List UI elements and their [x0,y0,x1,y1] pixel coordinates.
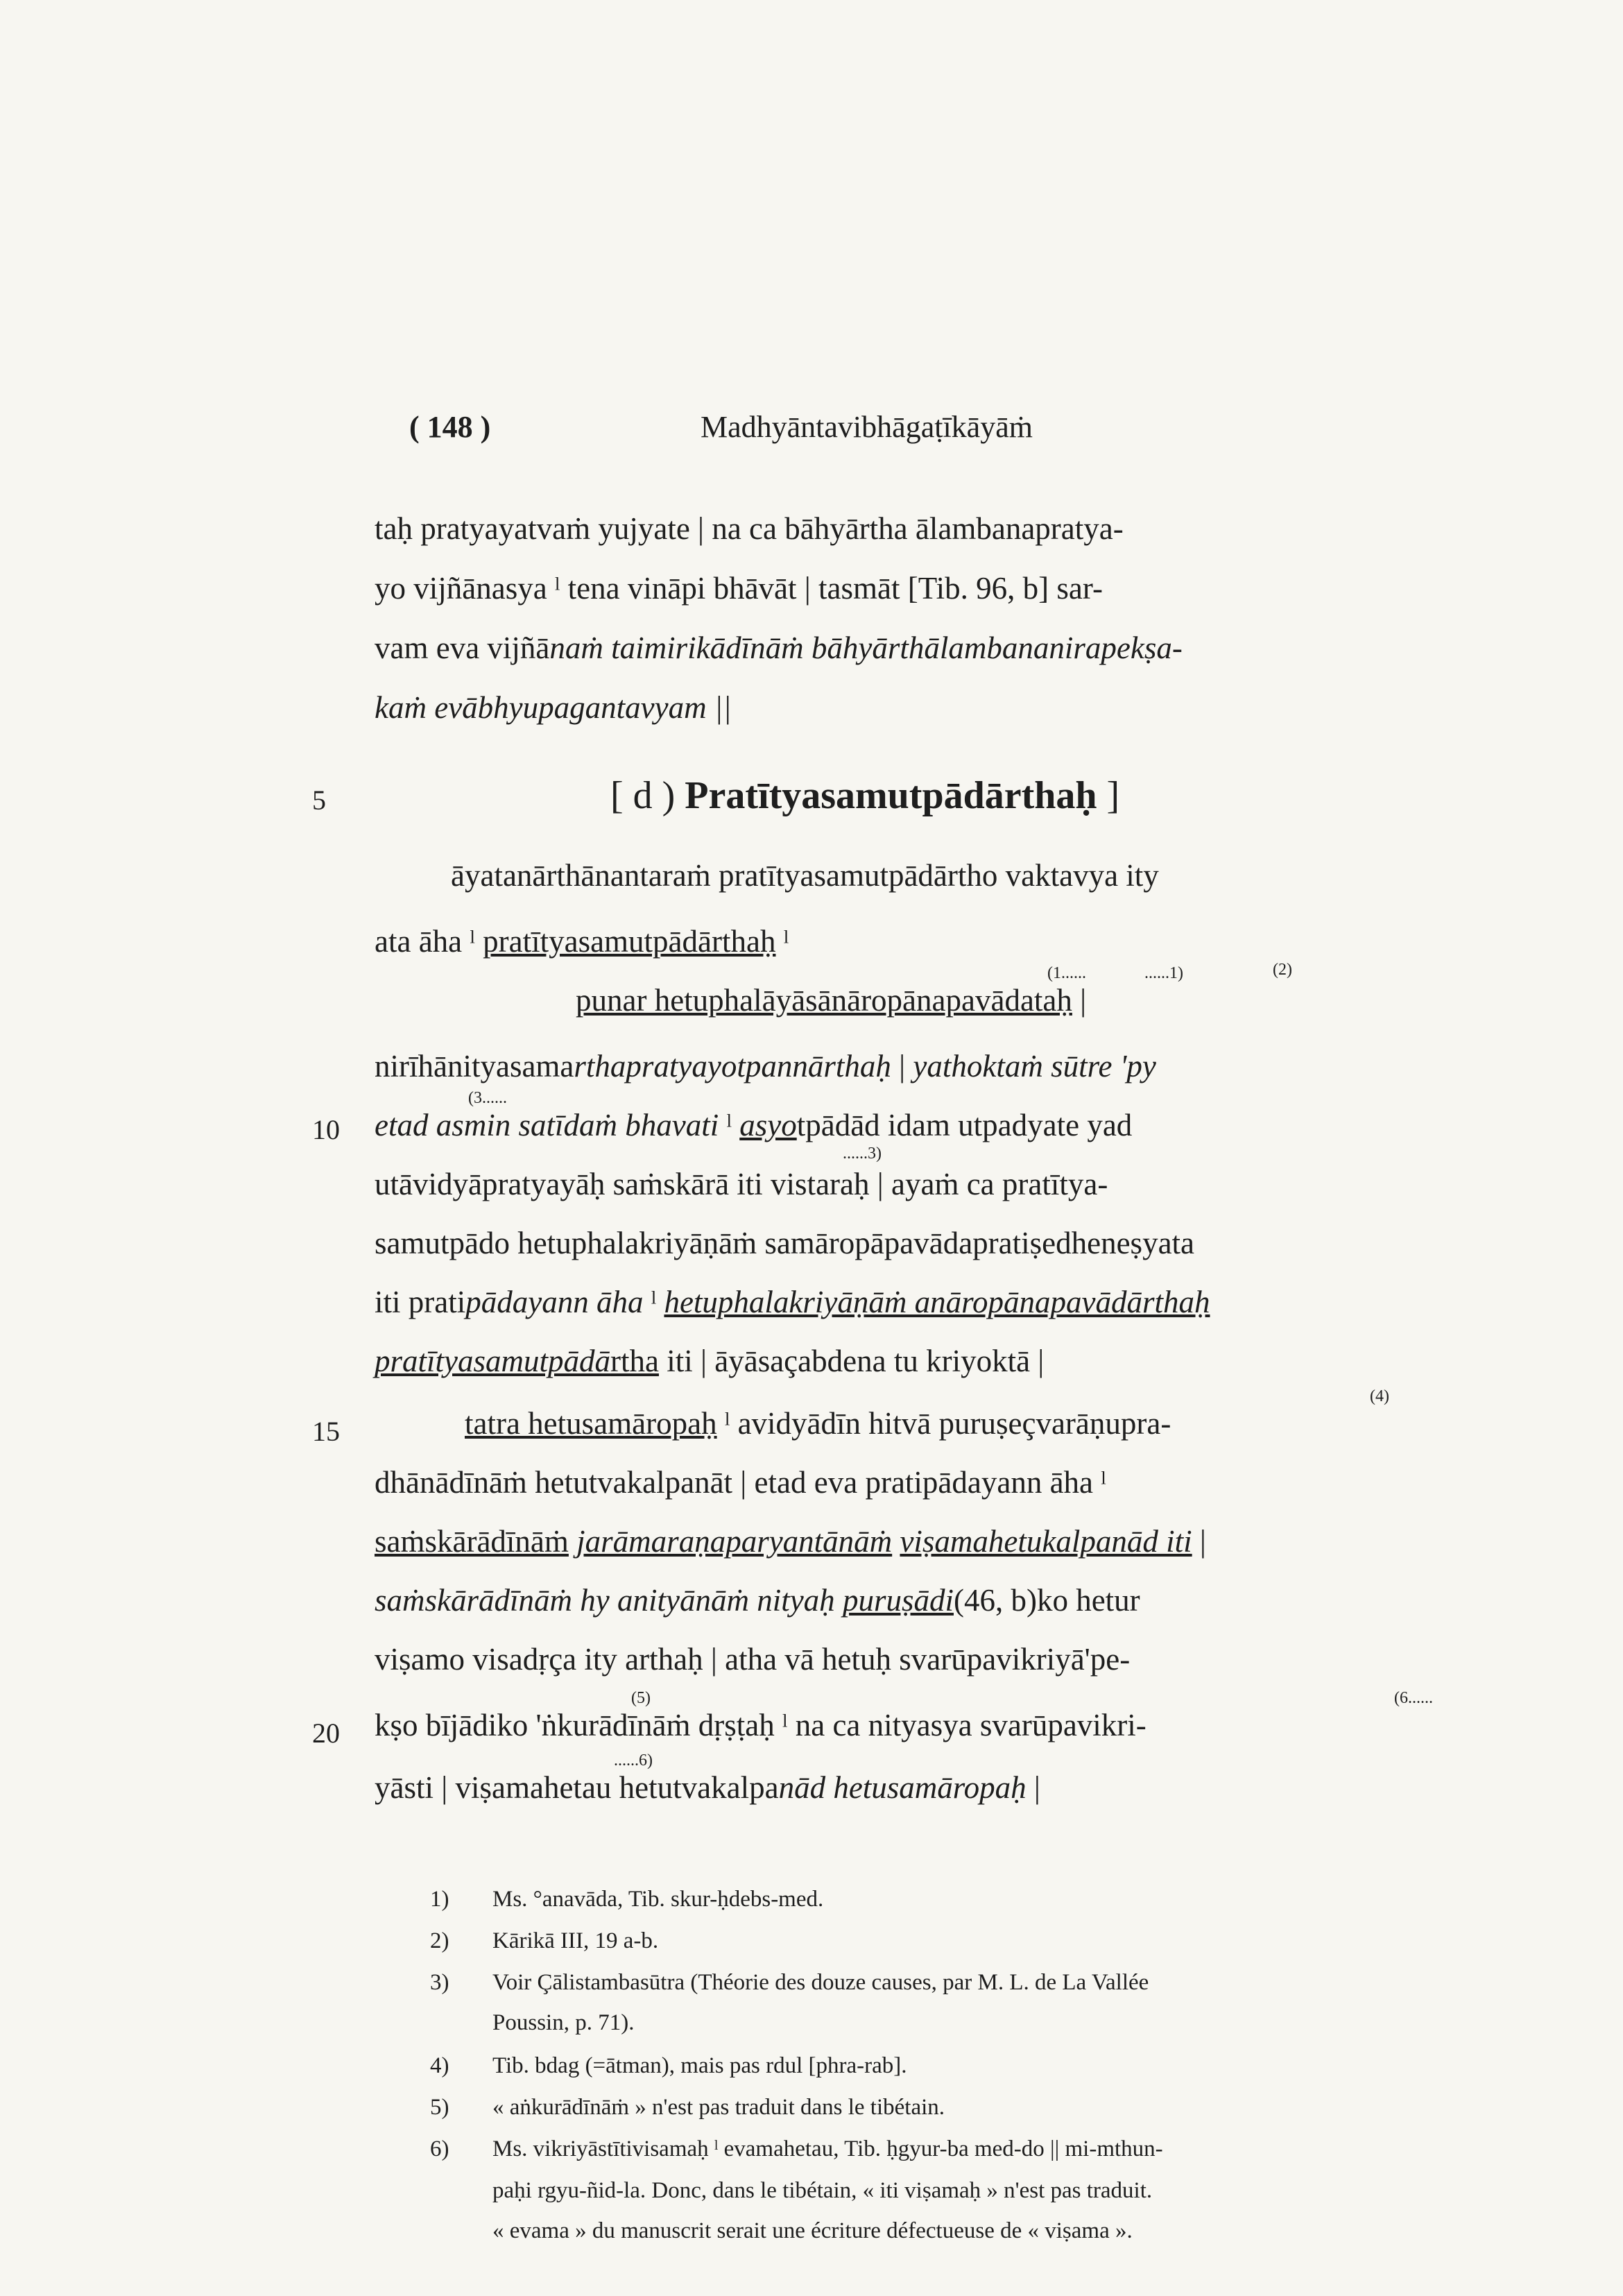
underlined-term: saṁskārādīnāṁ [375,1524,569,1559]
footnote-mark: (5) [631,1689,651,1707]
text-line: samutpādo hetuphalakriyāṇāṁ samāropāpavādapratiṣedheneṣyata [375,1226,1195,1260]
text-line [375,1346,1044,1377]
italic-segment: yathoktaṁ sūtre 'py [913,1049,1156,1083]
underlined-term: punar hetuphalāyāsānāropānapavādataḥ [576,983,1072,1018]
text-segment [569,1524,576,1559]
text-line [375,633,1183,664]
text-line: kaṁ evābhyupagantavyam || [375,690,732,725]
footnote-text: Ms. vikriyāstītivisamaḥ ˡ evamahetau, Tib. ḥgyur-ba med-do || mi-mthun- [492,2136,1163,2161]
heading-title: Pratītyasamutpādārthaḥ [685,774,1097,817]
text-segment: iti | āyāsaçabdena tu kriyoktā | [658,1344,1045,1378]
text-segment: tpādād idam utpadyate yad [796,1108,1133,1142]
text-segment: ˡ [643,1285,664,1319]
footnote-text: « evama » du manuscrit serait une écriture défectueuse de « viṣama ». [492,2218,1133,2243]
text-line: dhānādīnāṁ hetutvakalpanāt | etad eva pratipādayann āha ˡ [375,1465,1106,1500]
underlined-term: puruṣādi [842,1583,954,1618]
underlined-term: rtha [610,1344,659,1378]
underlined-term: pratītyasamutpādārthaḥ [483,924,776,959]
text-segment: | [1192,1524,1206,1559]
footnote-text: Kārikā III, 19 a-b. [492,1928,659,1953]
footnote [430,2218,1133,2244]
footnote-text: Tib. bdag (=ātman), mais pas rdul [phra-rab]. [492,2053,907,2078]
line-number-5: 5 [312,785,326,816]
text-segment: vam eva vijñā [375,631,550,665]
text-line [375,1585,1140,1616]
text-line [375,926,789,957]
footnote-mark: (3...... [468,1089,507,1107]
text-segment: | [1080,983,1087,1018]
text-line [375,1772,1040,1804]
page-header [409,409,1242,458]
footnote-number: 3) [430,1970,449,1995]
text-segment: | [1026,1770,1040,1805]
footnote-mark: ......1) [1144,964,1183,982]
footnote [430,1887,823,1912]
italic-segment: nād hetusamāropaḥ [778,1770,1027,1805]
text-segment: ˡ avidyādīn hitvā puruṣeçvarāṇupra- [716,1406,1171,1441]
underlined-term: tatra hetusamāropaḥ [465,1406,717,1441]
text-line [465,1408,1171,1439]
section-heading [610,773,1119,818]
italic-segment: rthapratyayotpannārthaḥ [574,1049,891,1083]
line-number-15: 15 [312,1416,340,1447]
footnote-text: paḥi rgyu-ñid-la. Donc, dans le tibétain, « iti viṣamaḥ » n'est pas traduit. [492,2178,1153,2203]
italic-segment: saṁskārādīnāṁ hy anityānāṁ nityaḥ [375,1583,843,1618]
footnote [430,1928,658,1954]
text-segment: yāsti | viṣamahetau hetutvakalpa [375,1770,779,1805]
footnote-text: Ms. °anavāda, Tib. skur-ḥdebs-med. [492,1887,824,1912]
footnote-mark: (1...... [1047,964,1086,982]
footnote-number: 1) [430,1887,449,1912]
footnote [430,2053,907,2079]
text-segment: ˡ [719,1108,740,1142]
text-line [375,1526,1206,1557]
underlined-term: hetuphalakriyāṇāṁ anāropānapavādārthaḥ [664,1285,1210,1319]
text-segment [892,1524,900,1559]
footnote [430,2095,945,2121]
footnote [430,2178,1152,2204]
text-line: kṣo bījādiko 'ṅkurādīnāṁ dṛṣṭaḥ ˡ na ca nityasya svarūpavikri- [375,1708,1147,1742]
heading-close-bracket: ] [1106,774,1120,817]
text-segment: | [891,1049,913,1083]
underlined-term: pratītyasamutpādā [375,1344,611,1378]
text-line: taḥ pratyayatvaṁ yujyate | na ca bāhyārtha ālambanapratya- [375,511,1124,546]
text-line: āyatanārthānantaraṁ pratītyasamutpādārtho vaktavya ity [451,858,1159,893]
footnote-number: 6) [430,2136,449,2161]
footnote [430,2136,1163,2162]
italic-segment: pādayann āha [465,1285,644,1319]
footnote-mark: (6...... [1394,1689,1433,1707]
italic-segment: naṁ taimirikādīnāṁ bāhyārthālambananirapekṣa- [549,631,1183,665]
underlined-term: jarāmaraṇaparyantānāṁ [576,1524,893,1559]
karika-line [576,985,1086,1016]
text-segment: (46, b)ko hetur [953,1583,1140,1618]
footnote-number: 4) [430,2053,449,2078]
text-line: viṣamo visadṛça ity arthaḥ | atha vā hetuḥ svarūpavikriyā'pe- [375,1642,1131,1677]
running-title: Madhyāntavibhāgaṭīkāyāṁ [701,410,1033,444]
footnote-text: Voir Çālistambasūtra (Théorie des douze causes, par M. L. de La Vallée [492,1970,1149,1995]
text-segment: iti prati [375,1285,466,1319]
footnote-mark: ......3) [843,1145,882,1163]
footnote-text: « aṅkurādīnāṁ » n'est pas traduit dans le tibétain. [492,2095,945,2120]
page-number: ( 148 ) [409,410,491,444]
line-number-10: 10 [312,1114,340,1145]
heading-open-bracket: [ d ) [610,774,676,817]
footnote-number: 5) [430,2095,449,2120]
footnote-number: 2) [430,1928,449,1953]
italic-segment: etad asmin satīdaṁ bhavati [375,1108,719,1142]
footnote-mark: (2) [1273,961,1292,979]
footnote-text: Poussin, p. 71). [492,2010,635,2035]
text-line: yo vijñānasya ˡ tena vināpi bhāvāt | tasmāt [Tib. 96, b] sar- [375,571,1103,606]
footnote-mark: ......6) [614,1751,653,1770]
text-segment: nirīhānityasama [375,1049,574,1083]
underlined-term: viṣamahetukalpanād iti [900,1524,1192,1559]
text-segment: ˡ [783,924,789,959]
footnote-mark: (4) [1370,1387,1389,1405]
line-number-20: 20 [312,1717,340,1749]
italic-segment: asyo [739,1108,797,1142]
text-segment: ata āha ˡ [375,924,475,959]
text-line [375,1051,1156,1082]
footnote [430,1970,1149,1996]
text-line [375,1287,1210,1318]
text-line: utāvidyāpratyayāḥ saṁskārā iti vistaraḥ | ayaṁ ca pratītya- [375,1167,1108,1201]
text-line [375,1110,1132,1141]
footnote [430,2010,634,2036]
